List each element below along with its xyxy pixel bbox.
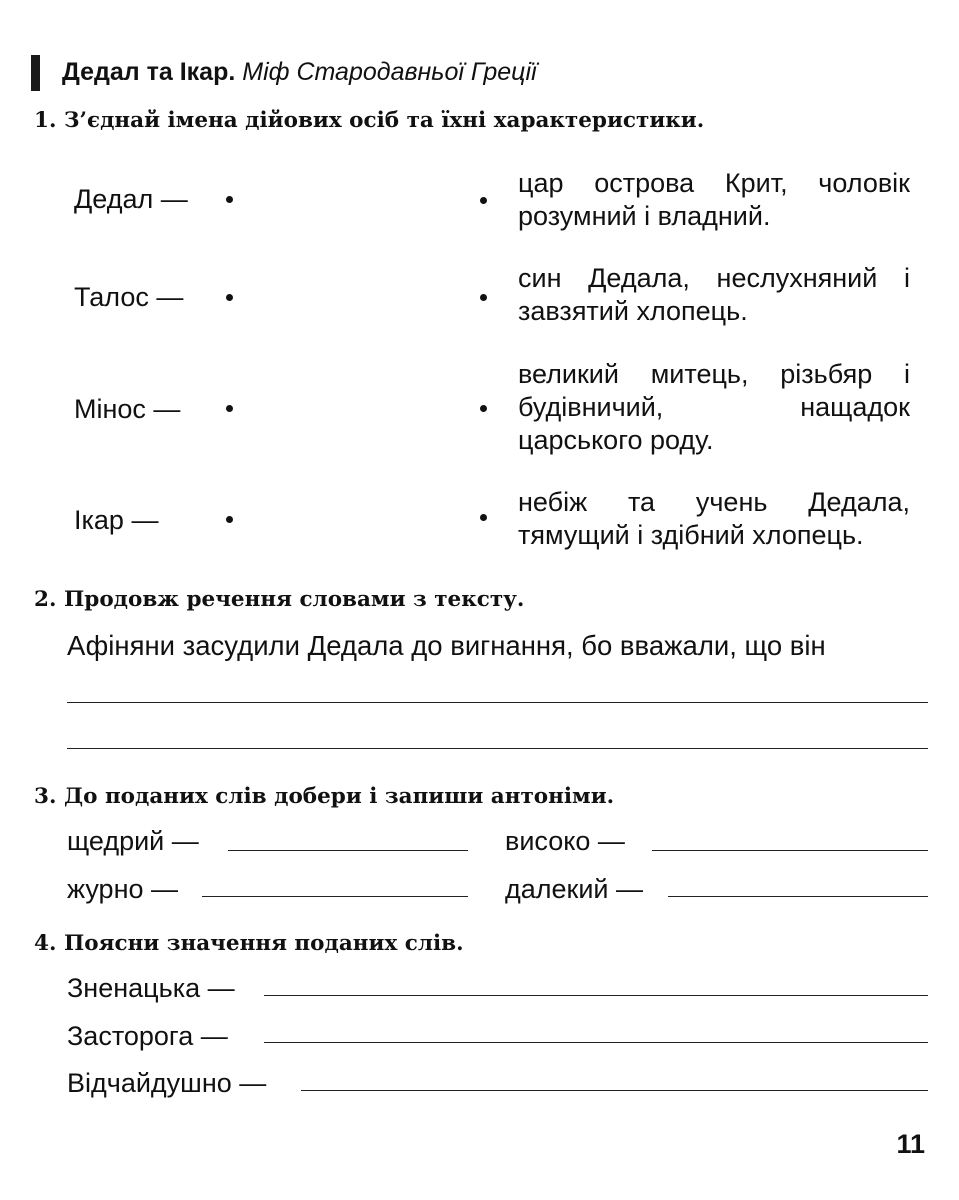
section-marker [31,55,40,91]
header-subtitle: Міф Стародавньої Греції [242,58,537,86]
match-dot-right-1[interactable] [480,197,487,204]
sentence-start: Афіняни засудили Дедала до вигнання, бо вважали, що він [67,630,826,661]
page-number: 11 [896,1129,925,1159]
task-text: До поданих слів добери і запиши антоніми. [64,784,615,809]
match-dot-left-3[interactable] [226,405,233,412]
task-text: З’єднай імена дійових осіб та їхні характеристики. [64,108,705,133]
task-text: Продовж речення словами з тексту. [64,587,525,612]
task-1-title [34,107,704,135]
antonym-line-3[interactable] [202,896,468,897]
definition-word-1: Зненацька — [67,973,235,1003]
character-description-1: цар острова Крит, чоловік розумний і владний. [518,168,910,231]
definition-line-3[interactable] [301,1090,928,1091]
antonym-word-3: журно — [67,874,179,904]
task-2-title [34,586,524,614]
antonym-line-4[interactable] [668,896,928,897]
antonym-word-1: щедрий — [67,826,199,856]
character-name-2: Талос — [74,282,184,312]
definition-line-1[interactable] [264,995,928,996]
match-dot-left-4[interactable] [226,516,233,523]
antonym-word-2: високо — [505,826,625,856]
answer-line-1[interactable] [67,702,928,703]
character-name-4: Ікар — [74,505,159,535]
task-text: Поясни значення поданих слів. [64,931,464,956]
page-header [62,56,537,88]
answer-line-2[interactable] [67,748,928,749]
definition-word-2: Засторога — [67,1021,228,1051]
character-name-1: Дедал — [74,184,188,214]
character-description-2: син Дедала, неслухняний і завзятий хлопець. [518,263,910,326]
definition-word-3: Відчайдушно — [67,1068,267,1098]
task-number: 4. [34,931,57,956]
match-dot-right-3[interactable] [480,405,487,412]
antonym-word-4: далекий — [505,874,644,904]
match-dot-left-2[interactable] [226,294,233,301]
task-number: 1. [34,108,57,133]
task-number: 2. [34,587,57,612]
definition-line-2[interactable] [264,1042,928,1043]
antonym-line-2[interactable] [652,850,928,851]
match-dot-left-1[interactable] [226,196,233,203]
header-title: Дедал та Ікар. [62,58,236,86]
character-name-3: Мінос — [74,394,181,424]
character-description-3: великий митець, різьбяр і будівничий, нащадок царського роду. [518,359,910,455]
task-number: 3. [34,784,57,809]
task-4-title [34,930,464,958]
match-dot-right-4[interactable] [480,514,487,521]
task-3-title [34,783,614,811]
match-dot-right-2[interactable] [480,294,487,301]
character-description-4: небіж та учень Дедала, тямущий і здібний хлопець. [518,487,910,550]
antonym-line-1[interactable] [228,850,468,851]
